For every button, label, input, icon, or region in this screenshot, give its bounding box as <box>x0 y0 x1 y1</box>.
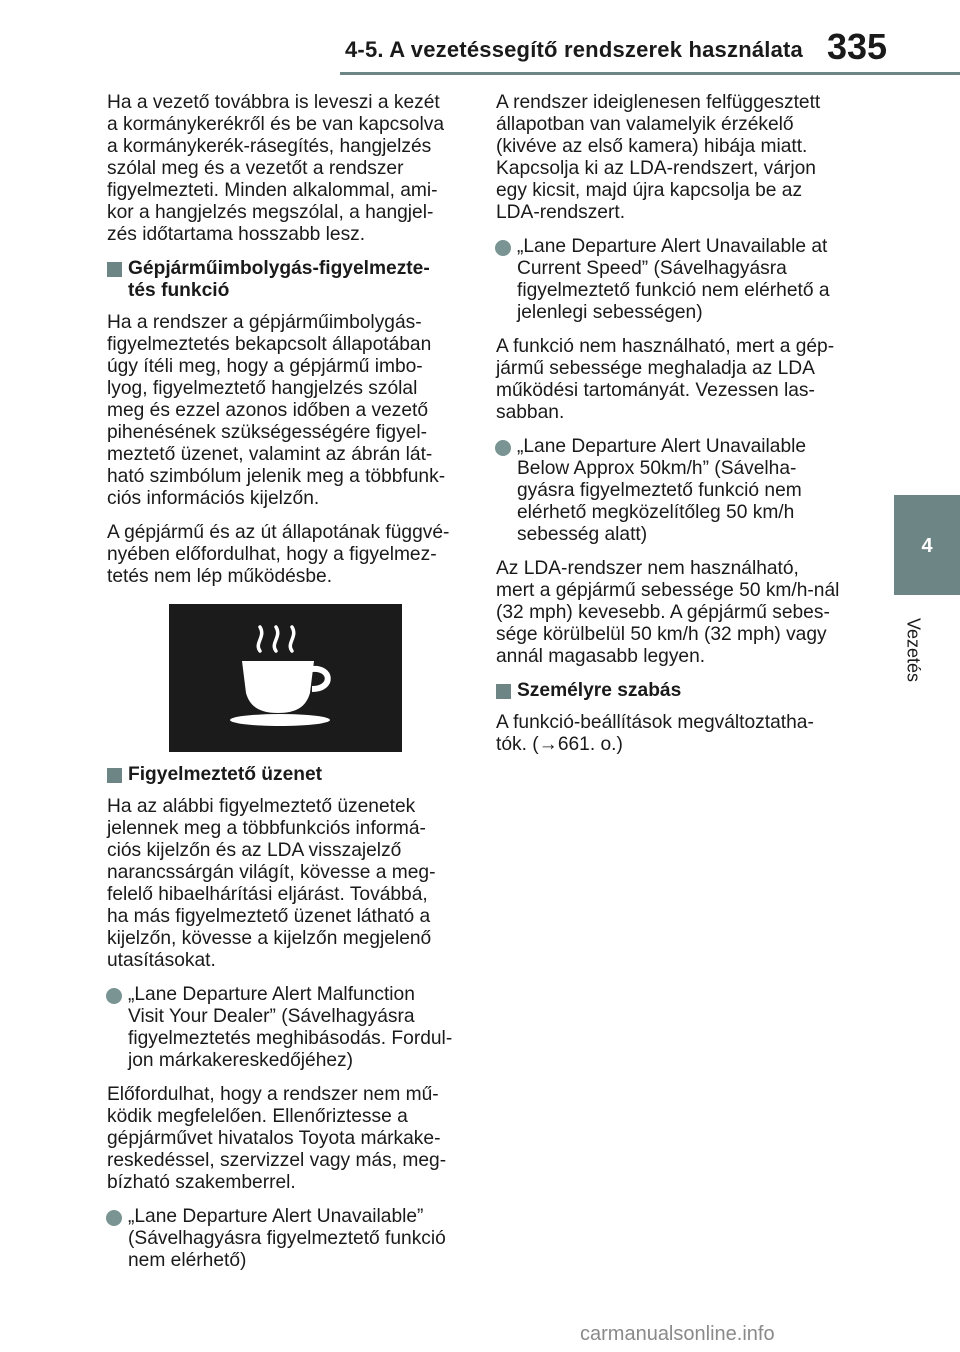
text-line: kijelzőn, kövesse a kijelzőn megjelenő <box>107 928 432 949</box>
paragraph <box>107 796 467 972</box>
text-line: reskedéssel, szervizzel vagy más, meg- <box>107 1150 447 1171</box>
text-line: ciós információs kijelzőn. <box>107 488 320 509</box>
heading-line: Személyre szabás <box>517 680 682 701</box>
text-line: nem elérhető) <box>128 1250 247 1271</box>
text-line: LDA-rendszert. <box>496 202 626 223</box>
text-line: Current Speed” (Sávelhagyásra <box>517 258 787 279</box>
heading-line: Gépjárműimbolygás-figyelmezte- <box>128 258 430 279</box>
text-line: tetés nem lép működésbe. <box>107 566 333 587</box>
text-line: zés időtartama hosszabb lesz. <box>107 224 366 245</box>
header-rule <box>340 72 960 75</box>
text-line: Előfordulhat, hogy a rendszer nem mű- <box>107 1084 439 1105</box>
text-line: elérhető megközelítőleg 50 km/h <box>517 502 795 523</box>
text-line: Ha az alábbi figyelmeztető üzenetek <box>107 796 416 817</box>
text-line: ciós kijelzőn és az LDA visszajelző <box>107 840 402 861</box>
paragraph <box>496 712 856 756</box>
text-line: meztető üzenet, valamint az ábrán lát- <box>107 444 433 465</box>
text-line: felelő hibaelhárítási eljárást. Továbbá, <box>107 884 428 905</box>
text-line: kor a hangjelzés megszólal, a hangjel- <box>107 202 434 223</box>
page-number: 335 <box>827 26 888 67</box>
chapter-label <box>898 605 928 695</box>
paragraph <box>107 92 467 246</box>
text-line: pihenésének szükségességére figyel- <box>107 422 427 443</box>
text-line: a kormánykerék-rásegítés, hangjelzés <box>107 136 432 157</box>
text-line: figyelmezteti. Minden alkalommal, ami- <box>107 180 438 201</box>
text-line: Below Approx 50km/h” (Sávelha- <box>517 458 797 479</box>
text-line: nyében előfordulhat, hogy a figyelmez- <box>107 544 437 565</box>
paragraph <box>107 522 467 588</box>
text-line: „Lane Departure Alert Unavailable <box>517 436 807 457</box>
text-line: sebesség alatt) <box>517 524 648 545</box>
text-line: meg és ezzel azonos időben a vezető <box>107 400 429 421</box>
text-line: szólal meg és a vezetőt a rendszer <box>107 158 404 179</box>
left-column <box>107 92 467 1284</box>
text-line: a kormánykerékről és be van kapcsolva <box>107 114 445 135</box>
text-line: utasításokat. <box>107 950 216 971</box>
text-line: Kapcsolja ki az LDA-rendszert, várjon <box>496 158 816 179</box>
text-line: lyog, figyelmeztető hangjelzés szólal <box>107 378 418 399</box>
text-line: jelennek meg a többfunkciós informá- <box>107 818 426 839</box>
text-line: tók. (→661. o.) <box>496 734 623 755</box>
section-title: 4-5. A vezetéssegítő rendszerek használata <box>345 37 803 62</box>
text-line: A rendszer ideiglenesen felfüggesztett <box>496 92 821 113</box>
text-line: A gépjármű és az út állapotának függvé- <box>107 522 450 543</box>
bullet-item <box>107 1206 467 1272</box>
text-line: figyelmeztetés meghibásodás. Fordul- <box>128 1028 453 1049</box>
square-bullet-icon <box>496 684 511 699</box>
section-heading <box>496 680 856 702</box>
text-line: (32 mph) kevesebb. A gépjármű sebes- <box>496 602 830 623</box>
text-line: annál magasabb legyen. <box>496 646 706 667</box>
text-line: A funkció-beállítások megváltoztatha- <box>496 712 814 733</box>
paragraph <box>107 1084 467 1194</box>
text-line: ködik megfelelően. Ellenőriztesse a <box>107 1106 408 1127</box>
section-heading <box>107 258 467 302</box>
text-line: ha más figyelmeztető üzenet látható a <box>107 906 431 927</box>
page-header <box>0 0 960 90</box>
coffee-cup-icon <box>226 623 346 733</box>
bullet-item <box>107 984 467 1072</box>
text-line: jon márkakereskedőjéhez) <box>128 1050 354 1071</box>
text-line: figyelmeztetés bekapcsolt állapotában <box>107 334 432 355</box>
bullet-item <box>496 236 856 324</box>
chapter-tab <box>894 495 960 595</box>
text-line: Az LDA-rendszer nem használható, <box>496 558 799 579</box>
text-line: (kivéve az első kamera) hibája miatt. <box>496 136 808 157</box>
paragraph <box>496 336 856 424</box>
text-line: gépjárművet hivatalos Toyota márkake- <box>107 1128 441 1149</box>
heading-line: tés funkció <box>128 280 230 301</box>
text-line: A funkció nem használható, mert a gép- <box>496 336 835 357</box>
text-line: jármű sebessége meghaladja az LDA <box>496 358 815 379</box>
paragraph <box>107 312 467 510</box>
text-line: sége körülbelül 50 km/h (32 mph) vagy <box>496 624 827 645</box>
circle-bullet-icon <box>495 440 511 456</box>
text-line: működési tartományát. Vezessen las- <box>496 380 815 401</box>
square-bullet-icon <box>107 262 122 277</box>
heading-line: Figyelmeztető üzenet <box>128 764 323 785</box>
paragraph <box>496 558 856 668</box>
paragraph <box>496 92 856 224</box>
text-line: Visit Your Dealer” (Sávelhagyásra <box>128 1006 415 1027</box>
text-line: mert a gépjármű sebessége 50 km/h-nál <box>496 580 840 601</box>
coffee-cup-figure <box>169 604 402 752</box>
text-line: sabban. <box>496 402 565 423</box>
text-line: „Lane Departure Alert Unavailable at <box>517 236 828 257</box>
text-line: bízható szakemberrel. <box>107 1172 296 1193</box>
text-line: ható szimbólum jelenik meg a többfunk- <box>107 466 446 487</box>
text-line: narancssárgán világít, kövesse a meg- <box>107 862 436 883</box>
square-bullet-icon <box>107 768 122 783</box>
watermark: carmanualsonline.info <box>580 1323 775 1345</box>
bullet-item <box>496 436 856 546</box>
circle-bullet-icon <box>495 240 511 256</box>
text-line: Ha a vezető továbbra is leveszi a kezét <box>107 92 440 113</box>
text-line: jelenlegi sebességen) <box>517 302 703 323</box>
text-line: egy kicsit, majd újra kapcsolja be az <box>496 180 803 201</box>
text-line: „Lane Departure Alert Unavailable” <box>128 1206 424 1227</box>
circle-bullet-icon <box>106 988 122 1004</box>
chapter-label-text: Vezetés <box>903 617 924 683</box>
text-line: úgy ítéli meg, hogy a gépjármű imbo- <box>107 356 423 377</box>
text-line: „Lane Departure Alert Malfunction <box>128 984 415 1005</box>
circle-bullet-icon <box>106 1210 122 1226</box>
text-line: állapotban van valamelyik érzékelő <box>496 114 794 135</box>
right-column <box>496 92 856 768</box>
text-line: (Sávelhagyásra figyelmeztető funkció <box>128 1228 446 1249</box>
text-line: gyásra figyelmeztető funkció nem <box>517 480 802 501</box>
chapter-number: 4 <box>921 535 933 557</box>
text-line: Ha a rendszer a gépjárműimbolygás- <box>107 312 422 333</box>
section-heading <box>107 764 467 786</box>
text-line: figyelmeztető funkció nem elérhető a <box>517 280 830 301</box>
